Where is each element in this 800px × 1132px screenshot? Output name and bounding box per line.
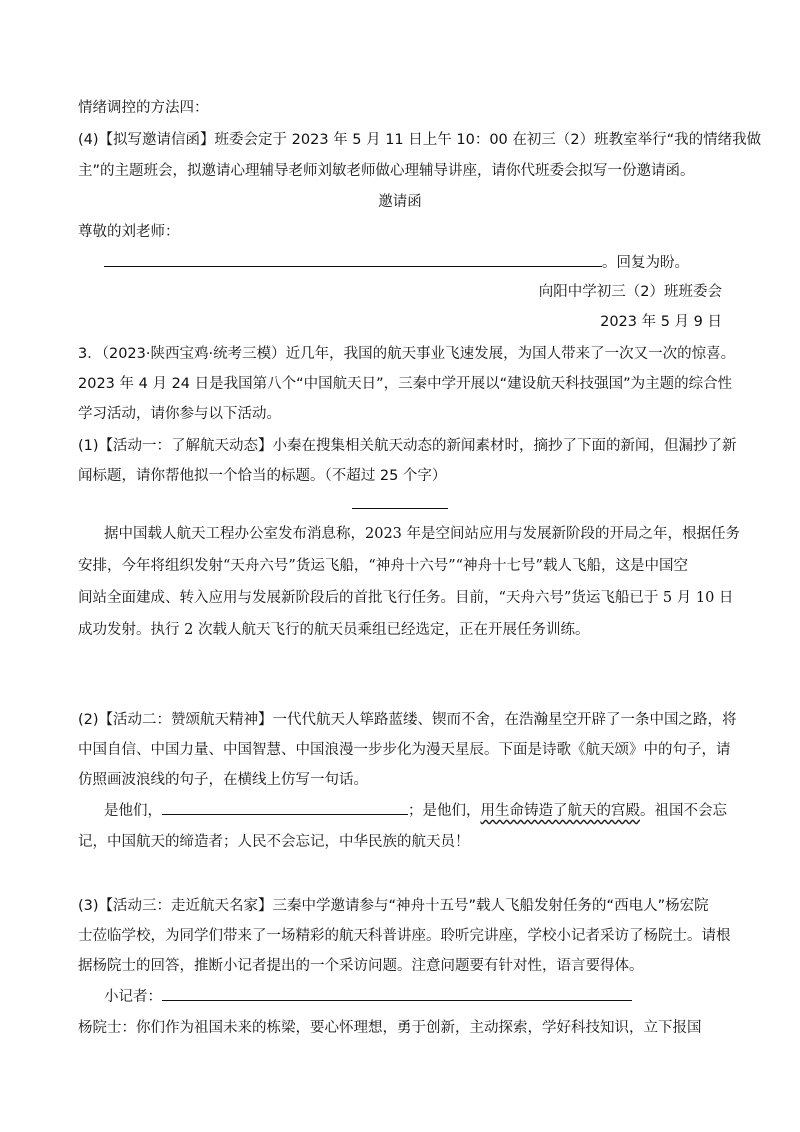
poem-tail: 。祖国不会忘 (640, 803, 727, 819)
part3-text-line2: 士莅临学校，为同学们带来了一场精彩的航天科普讲座。聆听完讲座，学校小记者采访了杨院士。请根 (78, 928, 731, 944)
poem-wavy-sentence: 用生命铸造了航天的宫殿 (480, 803, 640, 819)
reporter-label: 小记者： (104, 989, 162, 1005)
letter-signature: 向阳中学初三（2）班班委会 (538, 284, 722, 300)
letter-salutation: 尊敬的刘老师： (78, 224, 180, 240)
part3-text-line3: 据杨院士的回答，推断小记者提出的一个采访问题。注意问题要有针对性，语言要得体。 (78, 958, 644, 974)
q3-intro-line3: 学习活动，请你参与以下活动。 (78, 406, 281, 422)
letter-title: 邀请函 (378, 194, 422, 210)
news-line3: 间站全面建成、转入应用与发展新阶段后的首批飞行任务。目前，“天舟六号”货运飞船已于 5 月 10 日 (78, 590, 734, 606)
letter-body-blank[interactable] (104, 252, 602, 267)
part2-text-line2: 中国自信、中国力量、中国智慧、中国浪漫一步步化为漫天星辰。下面是诗歌《航天颂》中的句子，请 (78, 742, 731, 758)
letter-body-row (104, 252, 689, 273)
part2-text-line3: 仿照画波浪线的句子，在横线上仿写一句话。 (78, 772, 368, 788)
headline-answer-row (352, 494, 448, 515)
q3-intro-line2: 2023 年 4 月 24 日是我国第八个“中国航天日”，三秦中学开展以“建设航天科技强国”为主题的综合性 (78, 376, 733, 392)
letter-closing: 。回复为盼。 (602, 255, 689, 271)
poem-line1 (104, 800, 727, 821)
letter-date: 2023 年 5 月 9 日 (600, 314, 722, 330)
news-line1: 据中国载人航天工程办公室发布消息称，2023 年是空间站应用与发展新阶段的开局之年，根据任务 (104, 526, 741, 542)
method4-label: 情绪调控的方法四： (78, 100, 209, 116)
part1-text-line1: (1)【活动一：了解航天动态】小秦在搜集相关航天动态的新闻素材时，摘抄了下面的新闻，但漏抄了新 (78, 438, 737, 454)
part4-text-line1: (4)【拟写邀请信函】班委会定于 2023 年 5 月 11 日上午 10：00 在初三（2）班教室举行“我的情绪我做 (78, 132, 762, 148)
part1-text-line2: 闻标题，请你帮他拟一个恰当的标题。（不超过 25 个字） (78, 468, 447, 484)
reporter-question-blank[interactable] (162, 986, 632, 1001)
part2-text-line1: (2)【活动二：赞颂航天精神】一代代航天人筚路蓝缕、锲而不舍，在浩瀚星空开辟了一条中国之路，将 (78, 712, 737, 728)
poem-mid: ；是他们， (408, 803, 481, 819)
academician-answer: 杨院士：你们作为祖国未来的栋梁，要心怀理想，勇于创新，主动探索，学好科技知识，立下报国 (78, 1020, 702, 1036)
news-line2: 安排，今年将组织发射“天舟六号”货运飞船，“神舟十六号”“神舟十七号”载人飞船，这是中国空 (78, 558, 688, 574)
q3-intro-line1: 3．（2023·陕西宝鸡·统考三模）近几年，我国的航天事业飞速发展，为国人带来了一次又一次的惊喜。 (78, 346, 736, 362)
headline-answer-blank[interactable] (352, 494, 448, 509)
reporter-row (104, 986, 632, 1007)
poem-prefix: 是他们， (104, 803, 162, 819)
part4-text-line2: 主”的主题班会，拟邀请心理辅导老师刘敏老师做心理辅导讲座，请你代班委会拟写一份邀请函。 (78, 163, 695, 179)
poem-line2: 记，中国航天的缔造者；人民不会忘记，中华民族的航天员！ (78, 834, 470, 850)
poem-imitation-blank[interactable] (162, 800, 408, 815)
news-line4: 成功发射。执行 2 次载人航天飞行的航天员乘组已经选定，正在开展任务训练。 (78, 622, 590, 638)
part3-text-line1: (3)【活动三：走近航天名家】三秦中学邀请参与“神舟十五号”载人飞船发射任务的“西电人”杨宏院 (78, 898, 709, 914)
